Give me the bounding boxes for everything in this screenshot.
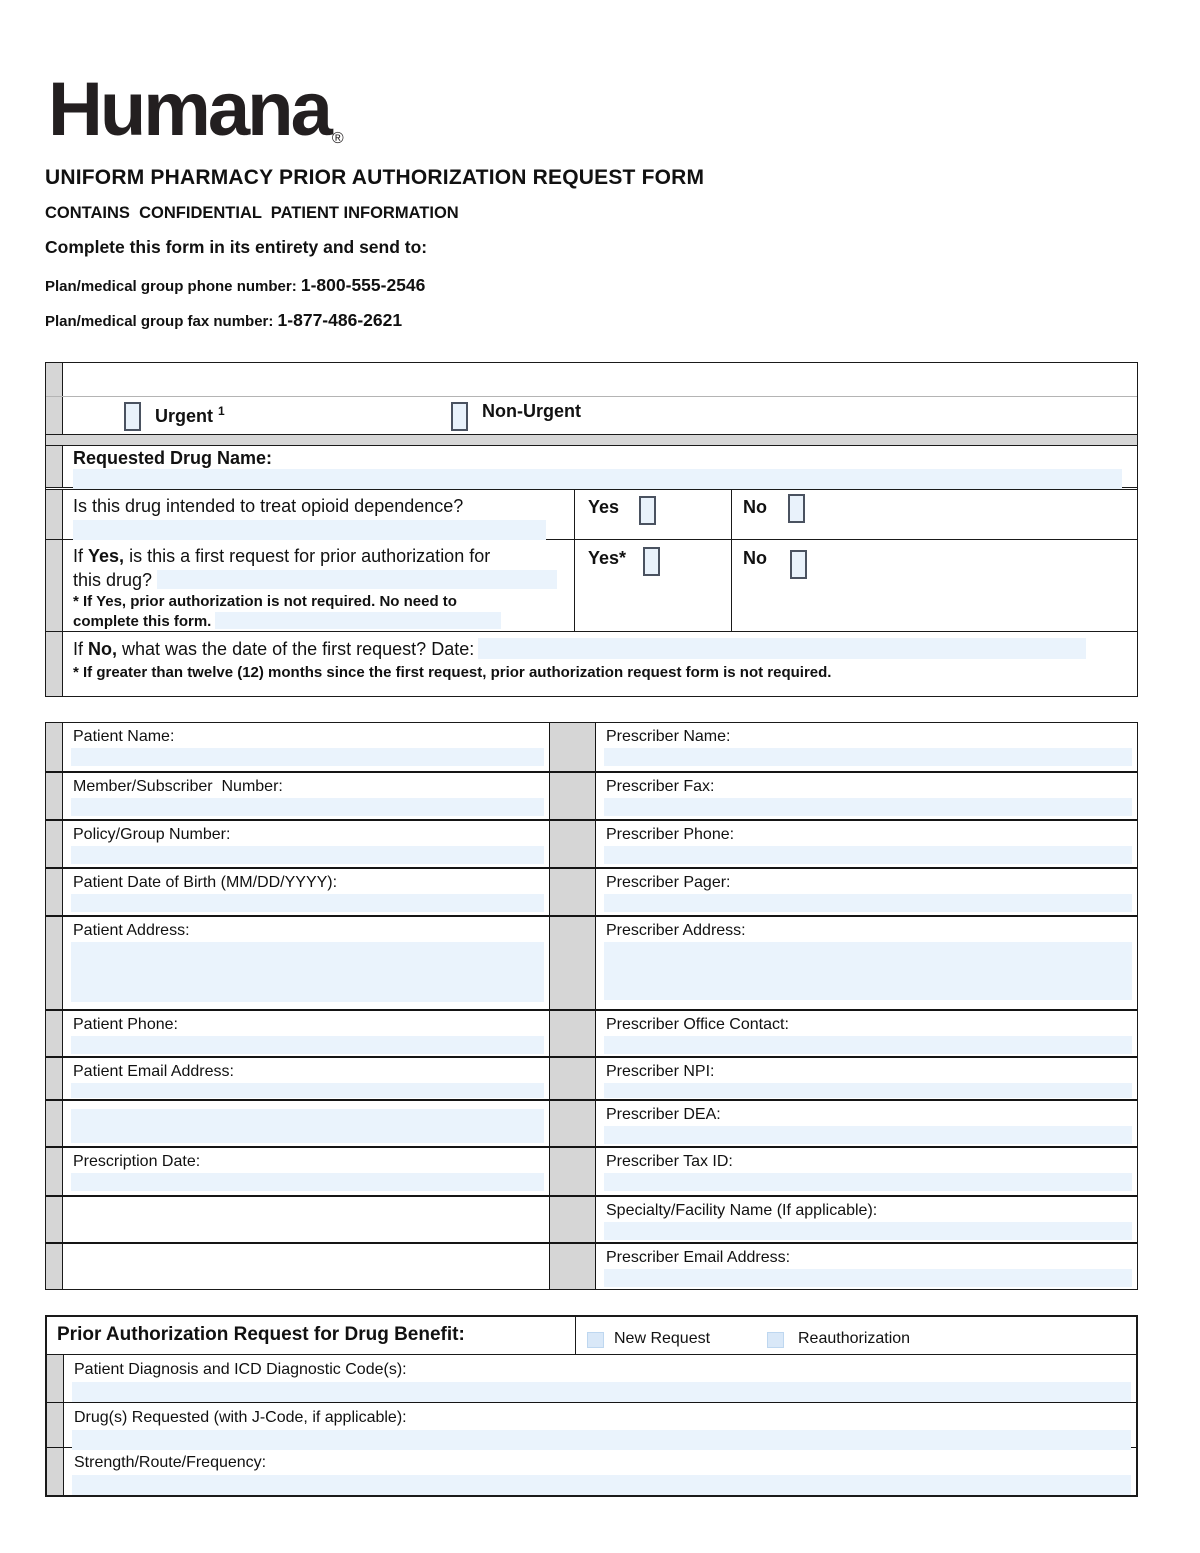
non-urgent-checkbox[interactable] <box>451 402 468 431</box>
urgency-row <box>46 397 1137 434</box>
gray-gutter <box>47 1355 64 1402</box>
opioid-no-cell <box>732 490 1137 539</box>
gray-divider <box>550 821 596 867</box>
plan-phone-number: 1-800-555-2546 <box>300 275 426 295</box>
opioid-question-text: Is this drug intended to treat opioid dependence? <box>73 496 464 516</box>
reauthorization-label: Reauthorization <box>798 1330 911 1347</box>
prescriber-email-field <box>596 1244 1137 1289</box>
drugs-requested-input[interactable] <box>72 1430 1131 1450</box>
prescriber-dea-field <box>596 1101 1137 1146</box>
member-number-label: Member/Subscriber Number: <box>73 778 283 795</box>
table-row <box>46 1101 1137 1148</box>
opioid-yes-cell <box>575 490 732 539</box>
gray-gutter <box>46 446 63 487</box>
reauthorization-checkbox[interactable] <box>767 1332 784 1348</box>
first-request-yes-cell <box>575 540 732 631</box>
no-label: No <box>743 548 767 568</box>
strength-route-frequency-label: Strength/Route/Frequency: <box>74 1454 267 1471</box>
first-request-yes-checkbox[interactable] <box>643 547 660 576</box>
gray-gutter <box>46 1101 63 1146</box>
first-request-line2: this drug? <box>73 568 574 592</box>
policy-group-field <box>63 821 550 867</box>
prescriber-name-field <box>596 723 1137 771</box>
drug-benefit-table <box>45 1315 1138 1497</box>
prescriber-fax-input[interactable] <box>604 798 1132 816</box>
prescriber-office-contact-field <box>596 1011 1137 1056</box>
prescription-date-label: Prescription Date: <box>73 1153 201 1170</box>
prescriber-npi-input[interactable] <box>604 1083 1132 1098</box>
yes-label: Yes <box>588 497 620 517</box>
plan-fax-line <box>45 310 402 331</box>
drug-benefit-title-cell <box>47 1317 576 1354</box>
prescriber-email-input[interactable] <box>604 1269 1132 1287</box>
gray-gutter <box>46 1148 63 1195</box>
specialty-facility-label: Specialty/Facility Name (If applicable): <box>606 1202 878 1219</box>
prescriber-phone-field <box>596 821 1137 867</box>
first-request-note-input[interactable] <box>215 612 501 629</box>
gray-gutter <box>46 540 63 631</box>
unlabeled-field <box>63 1101 550 1146</box>
gray-gutter <box>47 1403 64 1447</box>
gray-divider <box>550 917 596 1009</box>
policy-group-label: Policy/Group Number: <box>73 826 231 843</box>
opioid-question-row <box>46 490 1137 540</box>
table-row <box>46 773 1137 821</box>
prescriber-name-input[interactable] <box>604 748 1132 766</box>
prescriber-tax-id-input[interactable] <box>604 1173 1132 1191</box>
urgency-drug-question-table <box>45 362 1138 697</box>
patient-dob-field <box>63 869 550 915</box>
table-row <box>46 1148 1137 1197</box>
patient-name-input[interactable] <box>71 748 544 766</box>
specialty-facility-input[interactable] <box>604 1222 1132 1240</box>
diagnosis-field <box>64 1355 1136 1402</box>
prescriber-office-contact-input[interactable] <box>604 1036 1132 1054</box>
new-request-label: New Request <box>614 1330 711 1347</box>
gray-divider <box>550 1011 596 1056</box>
gray-divider <box>550 723 596 771</box>
opioid-yes-checkbox[interactable] <box>639 496 656 525</box>
gray-gutter <box>46 397 63 434</box>
drugs-requested-label: Drug(s) Requested (with J-Code, if applicable): <box>74 1409 407 1426</box>
first-request-question-row <box>46 540 1137 632</box>
gray-gutter <box>46 917 63 1009</box>
gray-divider <box>550 869 596 915</box>
gray-divider <box>550 773 596 819</box>
table-row <box>46 1244 1137 1289</box>
unlabeled-input[interactable] <box>71 1109 544 1143</box>
complete-instruction: Complete this form in its entirety and send to: <box>45 237 428 257</box>
table-row <box>47 1355 1136 1403</box>
gray-divider <box>550 1058 596 1099</box>
gray-divider <box>550 1148 596 1195</box>
patient-dob-label: Patient Date of Birth (MM/DD/YYYY): <box>73 874 338 891</box>
prescriber-tax-id-field <box>596 1148 1137 1195</box>
table-row <box>47 1448 1136 1495</box>
request-type-cell <box>576 1317 1136 1354</box>
first-request-input[interactable] <box>157 570 557 589</box>
member-number-field <box>63 773 550 819</box>
first-request-note-line1: * If Yes, prior authorization is not required. No need to <box>73 593 457 610</box>
prescriber-office-contact-label: Prescriber Office Contact: <box>606 1016 789 1033</box>
patient-email-label: Patient Email Address: <box>73 1063 234 1080</box>
prescriber-pager-input[interactable] <box>604 894 1132 912</box>
gray-gutter <box>46 1244 63 1289</box>
requested-drug-input[interactable] <box>73 469 1122 489</box>
prescriber-npi-label: Prescriber NPI: <box>606 1063 715 1080</box>
first-request-date-row <box>46 632 1137 696</box>
urgent-footnote-superscript: 1 <box>218 404 225 418</box>
first-request-note-line2: complete this form. <box>73 612 574 632</box>
prescriber-fax-field <box>596 773 1137 819</box>
first-request-question-cell <box>63 540 575 631</box>
non-urgent-label: Non-Urgent <box>482 401 581 421</box>
yes-star-label: Yes* <box>588 548 627 568</box>
prescriber-address-input[interactable] <box>604 942 1132 1000</box>
empty-cell <box>63 1244 550 1289</box>
gray-gutter <box>46 490 63 539</box>
gray-divider <box>550 1101 596 1146</box>
patient-phone-field <box>63 1011 550 1056</box>
prescriber-address-label: Prescriber Address: <box>606 922 746 939</box>
gray-gutter <box>46 723 63 771</box>
patient-name-label: Patient Name: <box>73 728 175 745</box>
patient-email-field <box>63 1058 550 1099</box>
gray-gutter <box>46 1197 63 1242</box>
first-request-line1: If Yes, is this a first request for prior authorization for <box>73 546 491 566</box>
policy-group-input[interactable] <box>71 846 544 864</box>
prescriber-email-label: Prescriber Email Address: <box>606 1249 791 1266</box>
first-request-no-cell <box>732 540 1137 631</box>
plan-phone-label: Plan/medical group phone number: <box>45 278 301 295</box>
date-question-text: If No, what was the date of the first request? Date: <box>73 637 1137 661</box>
diagnosis-input[interactable] <box>72 1382 1131 1402</box>
prescriber-address-field <box>596 917 1137 1009</box>
prescriber-tax-id-label: Prescriber Tax ID: <box>606 1153 733 1170</box>
gray-divider <box>550 1244 596 1289</box>
prescription-date-input[interactable] <box>71 1173 544 1191</box>
drugs-requested-field <box>64 1403 1136 1447</box>
table-row <box>46 1058 1137 1101</box>
plan-fax-label: Plan/medical group fax number: <box>45 313 278 330</box>
plan-phone-line <box>45 275 425 296</box>
form-title: UNIFORM PHARMACY PRIOR AUTHORIZATION REQUEST FORM <box>45 166 705 189</box>
table-row <box>46 1197 1137 1244</box>
prescriber-pager-field <box>596 869 1137 915</box>
gray-gutter <box>46 1058 63 1099</box>
empty-cell <box>63 1197 550 1242</box>
empty-row <box>63 363 1137 396</box>
gray-gutter <box>47 1448 64 1495</box>
table-row <box>46 917 1137 1011</box>
gray-gutter <box>46 1011 63 1056</box>
patient-prescriber-table <box>45 722 1138 1290</box>
urgent-checkbox[interactable] <box>124 402 141 431</box>
gray-gutter <box>46 363 63 396</box>
patient-phone-label: Patient Phone: <box>73 1016 178 1033</box>
prescriber-npi-field <box>596 1058 1137 1099</box>
registered-trademark-icon: ® <box>331 130 344 147</box>
member-number-input[interactable] <box>71 798 544 816</box>
plan-fax-number: 1-877-486-2621 <box>277 310 403 330</box>
patient-phone-input[interactable] <box>71 1036 544 1054</box>
first-request-date-input[interactable] <box>478 638 1086 659</box>
prescriber-fax-label: Prescriber Fax: <box>606 778 715 795</box>
gray-gutter <box>46 632 63 696</box>
opioid-question-cell <box>63 490 575 539</box>
table-row <box>46 1011 1137 1058</box>
table-row <box>46 363 1137 397</box>
gray-divider <box>550 1197 596 1242</box>
opioid-question-input[interactable] <box>73 520 546 540</box>
gray-band-divider <box>46 434 1137 446</box>
patient-name-field <box>63 723 550 771</box>
prescriber-phone-label: Prescriber Phone: <box>606 826 735 843</box>
prescriber-dea-label: Prescriber DEA: <box>606 1106 721 1123</box>
drug-benefit-title: Prior Authorization Request for Drug Benefit: <box>57 1324 465 1345</box>
patient-address-input[interactable] <box>71 942 544 1002</box>
gray-gutter <box>46 869 63 915</box>
date-question-note: * If greater than twelve (12) months since the first request, prior authorization request form is not required. <box>73 664 832 681</box>
opioid-no-checkbox[interactable] <box>788 494 805 523</box>
patient-address-label: Patient Address: <box>73 922 190 939</box>
prescriber-dea-input[interactable] <box>604 1126 1132 1144</box>
strength-route-frequency-field <box>64 1448 1136 1495</box>
confidential-notice: CONTAINS CONFIDENTIAL PATIENT INFORMATION <box>45 204 459 222</box>
requested-drug-row <box>46 446 1137 490</box>
gray-gutter <box>46 773 63 819</box>
patient-dob-input[interactable] <box>71 894 544 912</box>
prescriber-pager-label: Prescriber Pager: <box>606 874 731 891</box>
prescriber-phone-input[interactable] <box>604 846 1132 864</box>
urgent-label: Urgent $^1$ <box>155 404 225 426</box>
specialty-facility-field <box>596 1197 1137 1242</box>
humana-logo <box>48 67 344 171</box>
first-request-no-checkbox[interactable] <box>790 550 807 579</box>
humana-logo-text: Humana <box>48 67 330 152</box>
table-row <box>47 1403 1136 1448</box>
prescriber-name-label: Prescriber Name: <box>606 728 731 745</box>
strength-route-frequency-input[interactable] <box>72 1475 1131 1495</box>
table-row <box>46 869 1137 917</box>
patient-email-input[interactable] <box>71 1083 544 1098</box>
table-row <box>46 723 1137 773</box>
table-row <box>46 821 1137 869</box>
patient-address-field <box>63 917 550 1009</box>
new-request-checkbox[interactable] <box>587 1332 604 1348</box>
diagnosis-label: Patient Diagnosis and ICD Diagnostic Code(s): <box>74 1361 407 1378</box>
prescription-date-field <box>63 1148 550 1195</box>
no-label: No <box>743 497 767 517</box>
requested-drug-label: Requested Drug Name: <box>73 448 273 468</box>
gray-gutter <box>46 821 63 867</box>
drug-benefit-header-row <box>47 1317 1136 1355</box>
